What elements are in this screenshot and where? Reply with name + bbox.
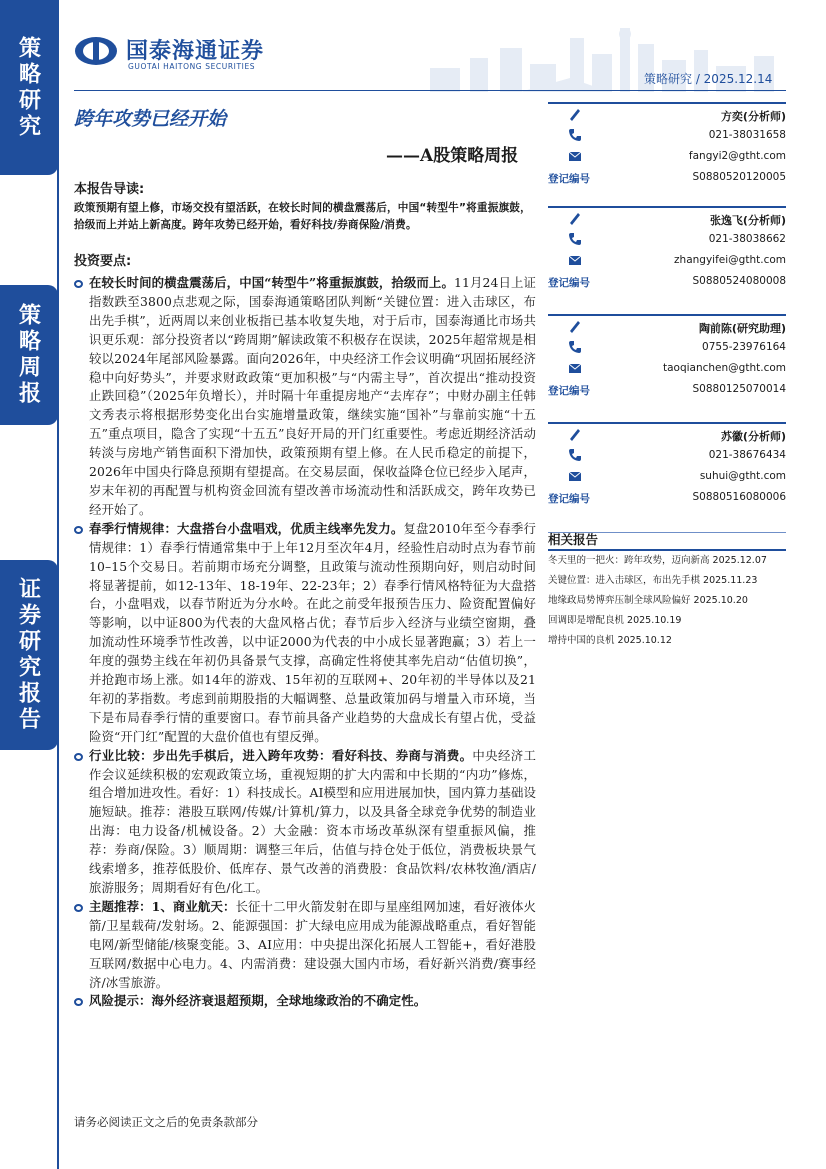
analyst-name: 张逸飞(分析师) [709,214,786,227]
registration-label: 登记编号 [548,173,590,185]
category-date: 策略研究 / 2025.12.14 [644,72,773,86]
bullet-icon [74,753,83,761]
analyst-email[interactable]: zhangyifei@gtht.com [674,254,786,266]
point-heading: 风险提示：海外经济衰退超预期，全球地缘政治的不确定性。 [89,993,427,1009]
phone-icon [568,340,582,354]
bullet-icon [74,904,83,912]
related-report-link[interactable]: 增持中国的良机 2025.10.12 [548,635,672,646]
analyst-email[interactable]: suhui@gtht.com [699,470,786,482]
analyst-card [548,422,786,508]
point-item [74,747,536,898]
analyst-pen-icon [568,319,582,333]
side-tab-category: 策略研究 [0,0,58,175]
related-reports-title: 相关报告 [548,532,599,547]
analyst-name: 陶前陈(研究助理) [698,322,786,335]
analyst-phone: 0755-23976164 [702,341,786,353]
disclaimer-note: 请务必阅读正文之后的免责条款部分 [74,1115,258,1129]
related-reports-divider [548,549,786,551]
bullet-icon [74,998,83,1006]
investment-points [74,274,536,1011]
point-body: 11月24日上证指数跌至3800点悲观之际，国泰海通策略团队判断“关键位置：进入击球区，布出先手棋”，近两周以来创业板指已基本收复失地，对于后市，国泰海通比市场共识更乐观：部分投资者以“跨周期”解读政策不积极存在误读，2025年超常规是相较以2024年尾部风险暴露。面向2026年，中央经济工作会议明确“巩固拓展经济稳中向好势头”，并要求财政政策“更加积极”与“内需主导”，首次提出“推动投资止跌回稳”（2025年负增长），并时隔十年重提房地产“去库存”；中财办副主任韩文秀表示将根据形势变化出台实施增量政策，继续实施“国补”与靠前实施“十五五”重点项目，隐含了实现“十五五”良好开局的开门红重要性。考虑近期经济活动转淡与房地产销售面积下滑加快，政策预期有望上修。在人民币稳定的前提下，2026年中国央行降息预期有望提高。在交易层面，保收益降仓位已经步入尾声，岁末年初的再配置与机构资金回流有望改善市场流动性和活跃成交，跨年攻势已经开始了。 [89,275,536,517]
intro-label: 本报告导读: [74,182,145,197]
related-reports-list [548,554,786,654]
point-item [74,274,536,520]
side-tab-report-type: 策略周报 [0,285,58,425]
analyst-card [548,102,786,188]
report-title: 跨年攻势已经开始 [74,108,227,130]
point-text [89,274,536,520]
phone-icon [568,232,582,246]
point-heading: 春季行情规律：大盘搭台小盘唱戏，优质主线率先发力。 [89,520,404,536]
registration-number: S0880524080008 [692,275,786,287]
analyst-name: 方奕(分析师) [720,110,786,123]
analyst-phone: 021-38031658 [708,129,786,141]
registration-number: S0880520120005 [692,171,786,183]
side-tab-securities-report: 证券研究报告 [0,560,58,750]
company-name-cn: 国泰海通证券 [126,39,265,64]
registration-label: 登记编号 [548,277,590,289]
point-heading: 在较长时间的横盘震荡后，中国“转型牛”将重振旗鼓，拾级而上。 [89,275,454,290]
point-body: 长征十二甲火箭发射在即与星座组网加速，看好液体火箭/卫星载荷/发射场。2、能源强国：扩大绿电应用成为能源战略重点，看好智能电网/新型储能/核聚变能。3、AI应用：中央提出深化拓展人工智能+，看好港股互联网/数据中心电力。4、内需消费：建设强大国内市场，看好新兴消费/赛事经济/冰雪旅游。 [89,898,536,990]
analyst-pen-icon [568,107,582,121]
phone-icon [568,128,582,142]
related-report-link[interactable]: 回调即是增配良机 2025.10.19 [548,615,682,626]
analyst-email[interactable]: taoqianchen@gtht.com [662,362,786,374]
point-text [89,992,426,1011]
bullet-icon [74,526,83,534]
analyst-pen-icon [568,211,582,225]
point-body: 中央经济工作会议延续积极的宏观政策立场，重视短期的扩大内需和中长期的“内功”修炼，组合增加进攻性。看好：1）科技成长。AI模型和应用进展加快，国内算力基础设施短缺。推荐：港股互联网/传媒/计算机/算力，以及具备全球竞争优势的制造业出海：电力设备/机械设备。2）大金融：资本市场改革纵深有望重振风偏，推荐：券商/保险。3）顺周期：调整三年后，估值与持仓处于低位，消费板块景气线索增多，推荐低股价、低库存、景气改善的消费股：食品饮料/农林牧渔/酒店/旅游服务；周期看好有色/化工。 [89,747,536,895]
company-name-en: GUOTAI HAITONG SECURITIES [128,62,256,71]
registration-label: 登记编号 [548,493,590,505]
intro-text: 政策预期有望上修，市场交投有望活跃，在较长时间的横盘震荡后，中国“转型牛”将重振旗鼓，拾级而上并站上新高度。跨年攻势已经开始，看好科技/券商保险/消费。 [74,202,531,231]
registration-number: S0880125070014 [692,383,786,395]
point-item [74,520,536,747]
analyst-phone: 021-38676434 [708,449,786,461]
point-text [89,747,536,898]
related-report-link[interactable]: 地缘政局势博弈压制全球风险偏好 2025.10.20 [548,595,748,606]
registration-label: 登记编号 [548,385,590,397]
point-body: 复盘2010年至今春季行情规律：1）春季行情通常集中于上年12月至次年4月，经验性启动时点为春节前10–15个交易日。若前期市场充分调整，且政策与流动性预期向好，则启动时间将显著提前，如12-13年、18-19年、22-23年；2）春季行情风格特征为大盘搭台，小盘唱戏，以春节附近为分水岭。在此之前受年报预告压力、险资配置偏好等影响，以中证800为代表的大盘风格占优；春节后步入经济与业绩空窗期，叠加流动性环境季节性改善，以中证2000为代表的中小成长显著跑赢；3）若上一年度的强势主线在年初仍具备景气支撑，高确定性将使其率先启动“估值切换”，并抢跑市场上涨。如14年的游戏、15年初的互联网+、20年初的半导体以及21年初的茅指数。考虑到前期股指的大幅调整、总量政策加码与增量入市环境，当下是布局春季行情的重要窗口。春节前具备产业趋势的大盘成长有望占优，受益险资“开门红”配置的大盘价值也有望反弹。 [89,520,537,744]
registration-number: S0880516080006 [692,491,786,503]
point-text [89,898,536,993]
point-heading: 主题推荐：1、商业航天： [89,898,236,914]
analyst-pen-icon [568,427,582,441]
header-divider [74,90,786,91]
email-icon [568,253,582,267]
email-icon [568,149,582,163]
points-label: 投资要点: [74,254,132,269]
point-item [74,992,536,1011]
point-text [89,520,536,747]
analyst-card [548,206,786,292]
bullet-icon [74,280,83,288]
analyst-email[interactable]: fangyi2@gtht.com [688,150,786,162]
report-subtitle: ——A股策略周报 [386,146,519,166]
phone-icon [568,448,582,462]
company-logo-icon [74,36,118,66]
related-report-link[interactable]: 冬天里的一把火：跨年攻势，迈向新高 2025.12.07 [548,555,767,566]
analyst-phone: 021-38038662 [708,233,786,245]
analyst-card [548,314,786,400]
point-heading: 行业比较：步出先手棋后，进入跨年攻势：看好科技、券商与消费。 [89,747,473,763]
point-item [74,898,536,993]
analyst-name: 苏徽(分析师) [720,430,786,443]
related-report-link[interactable]: 关键位置：进入击球区，布出先手棋 2025.11.23 [548,575,758,586]
email-icon [568,469,582,483]
email-icon [568,361,582,375]
